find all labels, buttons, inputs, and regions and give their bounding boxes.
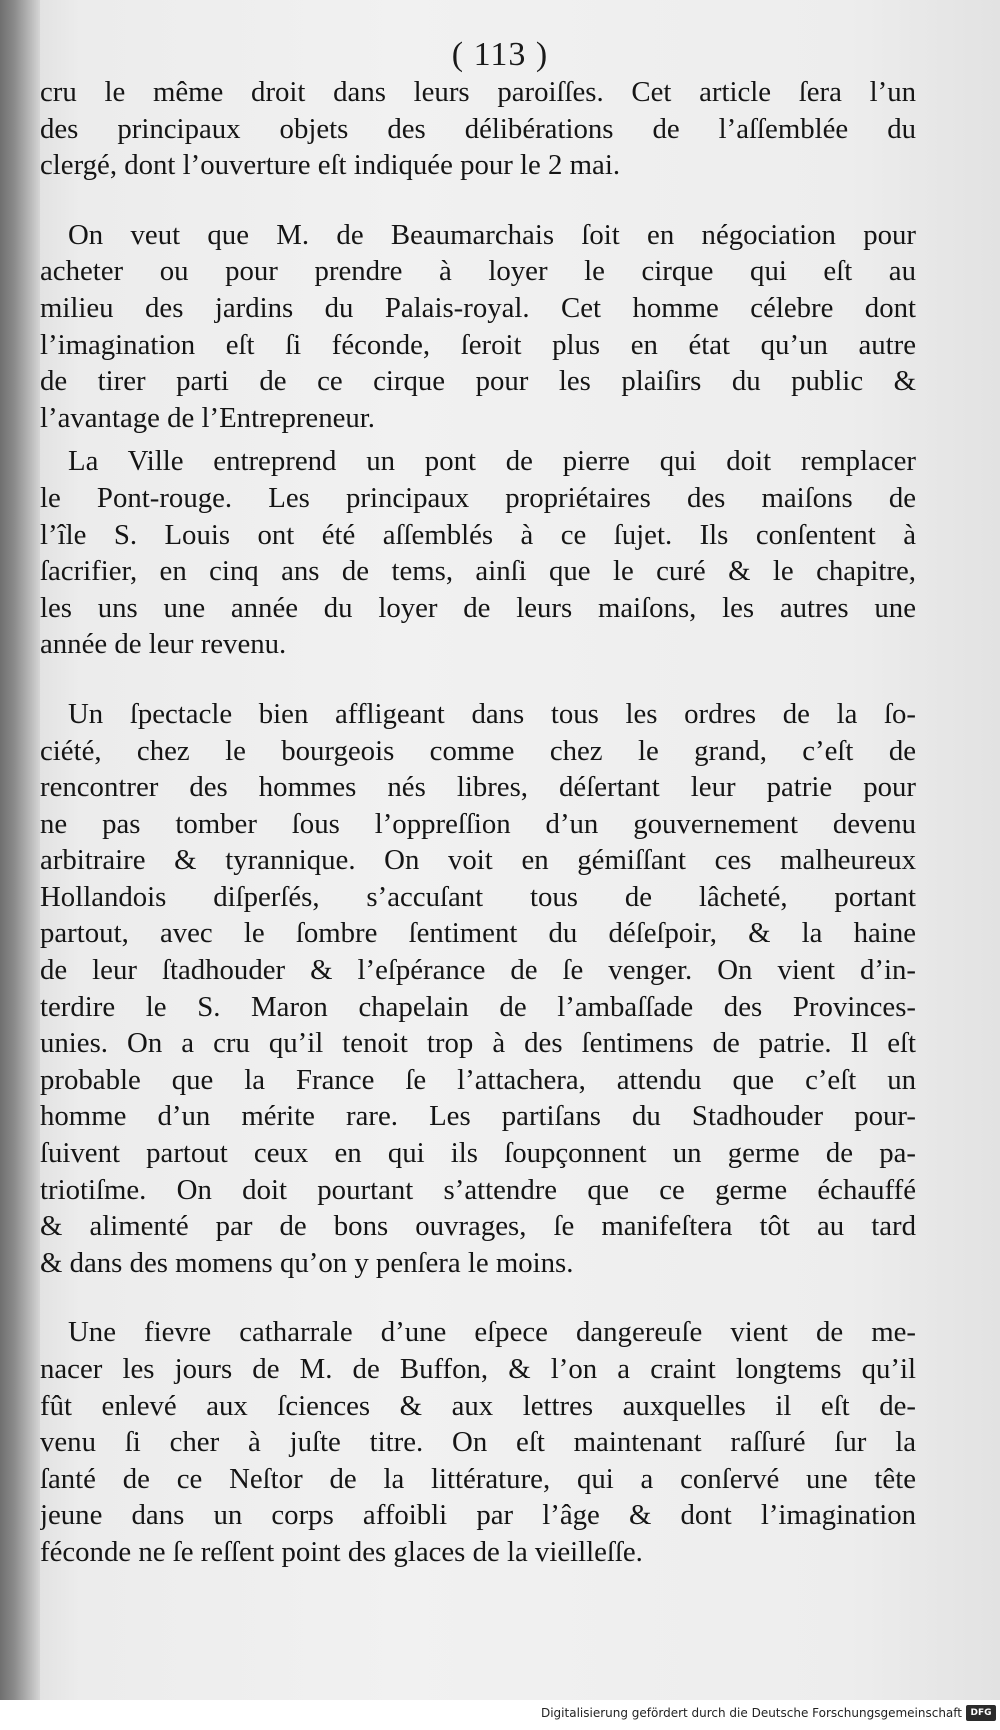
text-line: des principaux objets des délibérations de l’aſſemblée du (40, 112, 916, 145)
text-line: venu ſi cher à juſte titre. On eſt maintenant raſſuré ſur la (40, 1426, 916, 1459)
text-line: milieu des jardins du Palais-royal. Cet homme célebre dont (40, 291, 916, 324)
paragraph-3 (40, 443, 916, 663)
text-line: triotiſme. On doit pourtant s’attendre que ce germe échauffé (40, 1173, 916, 1206)
text-line: ſuivent partout ceux en qui ils ſoupçonnent un germe de pa- (40, 1137, 916, 1170)
funding-notice: Digitalisierung gefördert durch die Deutsche Forschungsgemeinschaft (540, 1706, 962, 1720)
text-line: clergé, dont l’ouverture eſt indiquée pour le 2 mai. (40, 149, 621, 182)
text-line: partout, avec le ſombre ſentiment du déſeſpoir, & la haine (40, 917, 916, 950)
text-line: acheter ou pour prendre à loyer le cirque qui eſt au (40, 255, 916, 288)
page-number: ( 113 ) (451, 36, 549, 73)
text-line: fût enlevé aux ſciences & aux lettres auxquelles il eſt de- (40, 1389, 916, 1422)
text-line: cru le même droit dans leurs paroiſſes. Cet article ſera l’un (40, 76, 916, 108)
text-line: féconde ne ſe reſſent point des glaces de la vieilleſſe. (40, 1535, 643, 1568)
text-line: nacer les jours de M. de Buffon, & l’on a craint longtems qu’il (40, 1353, 916, 1385)
text-line: ciété, chez le bourgeois comme chez le grand, c’eſt de (40, 734, 916, 767)
text-line: La Ville entreprend un pont de pierre qui doit remplacer (68, 445, 916, 478)
text-line: On veut que M. de Beaumarchais ſoit en négociation pour (68, 218, 916, 251)
text-line: l’imagination eſt ſi féconde, ſeroit plus en état qu’un autre (40, 328, 916, 361)
text-line: arbitraire & tyrannique. On voit en gémiſſant ces malheureux (40, 844, 916, 877)
text-line: l’île S. Louis ont été aſſemblés à ce ſujet. Ils conſentent à (40, 518, 916, 551)
text-line: ne pas tomber ſous l’oppreſſion d’un gouvernement devenu (40, 807, 916, 840)
text-line: terdire le S. Maron chapelain de l’ambaſſade des Provinces- (40, 990, 916, 1023)
book-binding-edge (0, 0, 40, 1700)
text-line: de tirer parti de ce cirque pour les plaiſirs du public & (40, 365, 916, 398)
text-line: les uns une année du loyer de leurs maiſons, les autres une (40, 591, 916, 624)
text-line: Une fievre catharrale d’une eſpece dangereuſe vient de me- (68, 1316, 916, 1349)
text-line: Hollandois diſperſés, s’accuſant tous de lâcheté, portant (40, 880, 916, 913)
text-line: homme d’un mérite rare. Les partiſans du Stadhouder pour- (40, 1100, 916, 1133)
footer (0, 1700, 1000, 1730)
text-line: probable que la France ſe l’attachera, attendu que c’eſt un (40, 1063, 916, 1096)
text-line: jeune dans un corps affoibli par l’âge & dont l’imagination (40, 1499, 916, 1532)
text-line: le Pont-rouge. Les principaux propriétaires des maiſons de (40, 481, 916, 514)
text-line: rencontrer des hommes nés libres, déſertant leur patrie pour (40, 771, 916, 804)
text-line: de leur ſtadhouder & l’eſpérance de ſe venger. On vient d’in- (40, 954, 916, 987)
paragraph-5 (40, 1314, 916, 1570)
paragraph-4 (40, 696, 916, 1282)
text-line: ſacrifier, en cinq ans de tems, ainſi que le curé & le chapitre, (40, 555, 916, 588)
text-line: Un ſpectacle bien affligeant dans tous les ordres de la ſo- (68, 697, 916, 730)
dfg-logo-icon: DFG (966, 1705, 996, 1721)
text-line: ſanté de ce Neſtor de la littérature, qui a conſervé une tête (40, 1462, 916, 1495)
text-line: & alimenté par de bons ouvrages, ſe manifeſtera tôt au tard (40, 1210, 916, 1243)
paragraph-2 (40, 217, 916, 437)
text-line: l’avantage de l’Entrepreneur. (40, 401, 375, 434)
paragraph-1 (40, 74, 916, 184)
text-line: année de leur revenu. (40, 628, 287, 661)
text-line: & dans des momens qu’on y penſera le moins. (40, 1246, 574, 1279)
body-text (40, 74, 916, 1571)
text-line: unies. On a cru qu’il tenoit trop à des ſentimens de patrie. Il eſt (40, 1027, 916, 1060)
